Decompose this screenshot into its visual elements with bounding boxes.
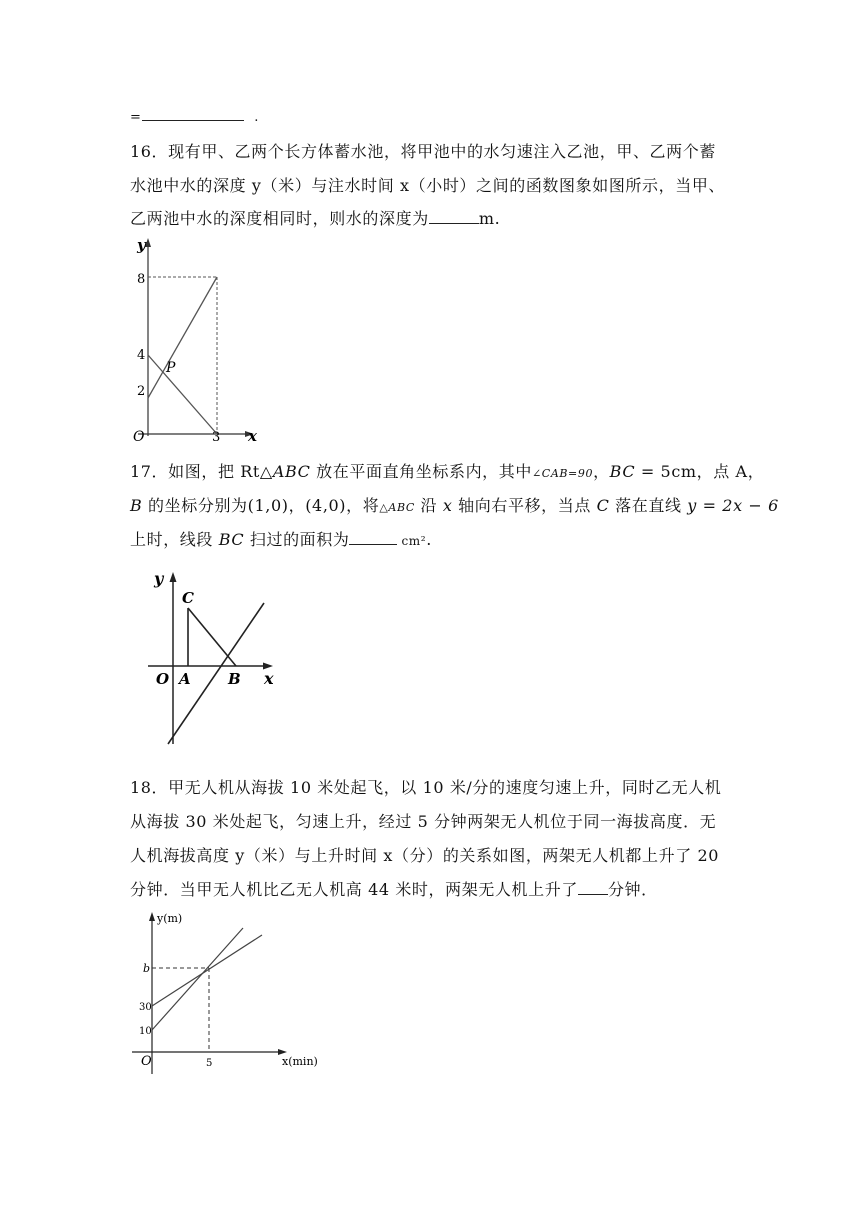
q16-y-arrow-icon bbox=[145, 238, 151, 247]
q18-line-4 bbox=[130, 880, 658, 900]
q18-line-4-text: 分钟．当甲无人机比乙无人机高 44 米时，两架无人机上升了 bbox=[130, 880, 578, 899]
q17-b: B bbox=[130, 496, 143, 515]
q18-answer-blank bbox=[578, 880, 608, 895]
q16-line-3-text: 乙两池中水的深度相同时，则水的深度为 bbox=[130, 209, 429, 228]
q16-figure bbox=[130, 236, 265, 446]
q17-label-b: B bbox=[228, 670, 241, 688]
q17-point-1: (1,0) bbox=[247, 496, 289, 515]
q16-line-3 bbox=[130, 209, 500, 229]
q15-blank bbox=[142, 106, 244, 121]
q16-point-p: P bbox=[166, 360, 176, 376]
q16-line-tank-b bbox=[148, 277, 217, 398]
q18-figure bbox=[130, 908, 330, 1080]
q18-axis-x-label: x(min) bbox=[282, 1055, 318, 1068]
q16-tick-8: 8 bbox=[137, 272, 146, 287]
q17-line-3 bbox=[130, 530, 432, 551]
q17-unit: cm² bbox=[401, 534, 427, 548]
q18-line-2: 从海拔 30 米处起飞，匀速上升，经过 5 分钟两架无人机位于同一海拔高度．无 bbox=[130, 812, 717, 831]
q17-line-2-c: ，将 bbox=[346, 496, 380, 515]
q18-y-arrow-icon bbox=[149, 912, 155, 921]
q17-end: . bbox=[426, 530, 432, 549]
q17-axis-x-label: x bbox=[264, 669, 274, 688]
q18-tick-5: 5 bbox=[206, 1058, 213, 1069]
q15-prefix: = bbox=[130, 110, 142, 125]
q17-abc: ABC bbox=[272, 462, 311, 481]
q16-tick-4: 4 bbox=[137, 348, 146, 363]
q18-line-4-suffix: 分钟． bbox=[607, 880, 658, 899]
q16-axis-y-label: y bbox=[137, 236, 146, 254]
q17-line-1 bbox=[130, 462, 764, 484]
q17-axis-y-label: y bbox=[154, 569, 164, 588]
q17-figure bbox=[140, 568, 290, 750]
q17-line-1-b: 放在平面直角坐标系内，其中 bbox=[310, 462, 532, 481]
q16-unit: m. bbox=[478, 209, 501, 228]
q17-line-2 bbox=[130, 496, 779, 518]
q17-line-2-d: 沿 bbox=[414, 496, 443, 515]
q16-origin: O bbox=[133, 429, 145, 445]
q16-tick-2: 2 bbox=[137, 384, 146, 399]
q18-line-1: 18．甲无人机从海拔 10 米处起飞，以 10 米/分的速度匀速上升，同时乙无人机 bbox=[130, 778, 722, 797]
q17-bc: BC bbox=[609, 462, 636, 481]
q17-origin: O bbox=[156, 670, 170, 688]
q17-line-2-sep: ， bbox=[288, 496, 306, 515]
q18-origin: O bbox=[141, 1054, 152, 1069]
q18-line-drone-yi bbox=[152, 935, 262, 1006]
q18-tick-b: b bbox=[143, 962, 151, 975]
q17-line-2-a: 的坐标分别为 bbox=[142, 496, 248, 515]
q17-y-arrow-icon bbox=[170, 572, 177, 582]
q17-angle: ∠CAB=90 bbox=[531, 467, 594, 480]
q16-axis-x-label: x bbox=[248, 427, 257, 445]
q18-axis-y-label: y(m) bbox=[157, 912, 183, 925]
q17-line-1-a: 17．如图，把 Rt△ bbox=[130, 462, 273, 481]
q15-suffix: . bbox=[254, 110, 259, 125]
q18-tick-30: 30 bbox=[139, 1002, 152, 1013]
q17-line-2-e: 轴向右平移，当点 bbox=[452, 496, 597, 515]
q17-line-1-d: = 5cm，点 A， bbox=[635, 462, 765, 481]
q17-label-a: A bbox=[179, 670, 191, 688]
q17-equation: y = 2x − 6 bbox=[687, 496, 779, 515]
q16-line-1: 16．现有甲、乙两个长方体蓄水池，将甲池中的水匀速注入乙池，甲、乙两个蓄 bbox=[130, 142, 716, 161]
q17-line-3-a: 上时，线段 bbox=[130, 530, 219, 549]
q17-line-3-bc: BC bbox=[218, 530, 245, 549]
q18-tick-10: 10 bbox=[139, 1026, 152, 1037]
q17-label-c: C bbox=[182, 589, 194, 607]
q17-line-1-c: ， bbox=[593, 462, 610, 481]
q17-x: x bbox=[442, 496, 453, 515]
q18-line-drone-jia bbox=[152, 928, 243, 1030]
q16-tick-3: 3 bbox=[212, 430, 221, 445]
q17-point-2: (4,0) bbox=[305, 496, 347, 515]
q17-triangle: △ABC bbox=[379, 501, 415, 514]
q17-segment-cb bbox=[188, 608, 236, 666]
q18-line-3: 人机海拔高度 y（米）与上升时间 x（分）的关系如图，两架无人机都上升了 20 bbox=[130, 846, 720, 865]
q16-answer-blank bbox=[429, 209, 479, 224]
q15-answer-line bbox=[130, 106, 259, 128]
q16-line-2: 水池中水的深度 y（米）与注水时间 x（小时）之间的函数图象如图所示，当甲、 bbox=[130, 176, 726, 195]
q17-line-2-f: 落在直线 bbox=[609, 496, 688, 515]
q17-c: C bbox=[596, 496, 610, 515]
q17-line-3-b: 扫过的面积为 bbox=[244, 530, 350, 549]
q16-line-tank-a bbox=[148, 355, 217, 434]
q17-answer-blank bbox=[349, 530, 397, 545]
